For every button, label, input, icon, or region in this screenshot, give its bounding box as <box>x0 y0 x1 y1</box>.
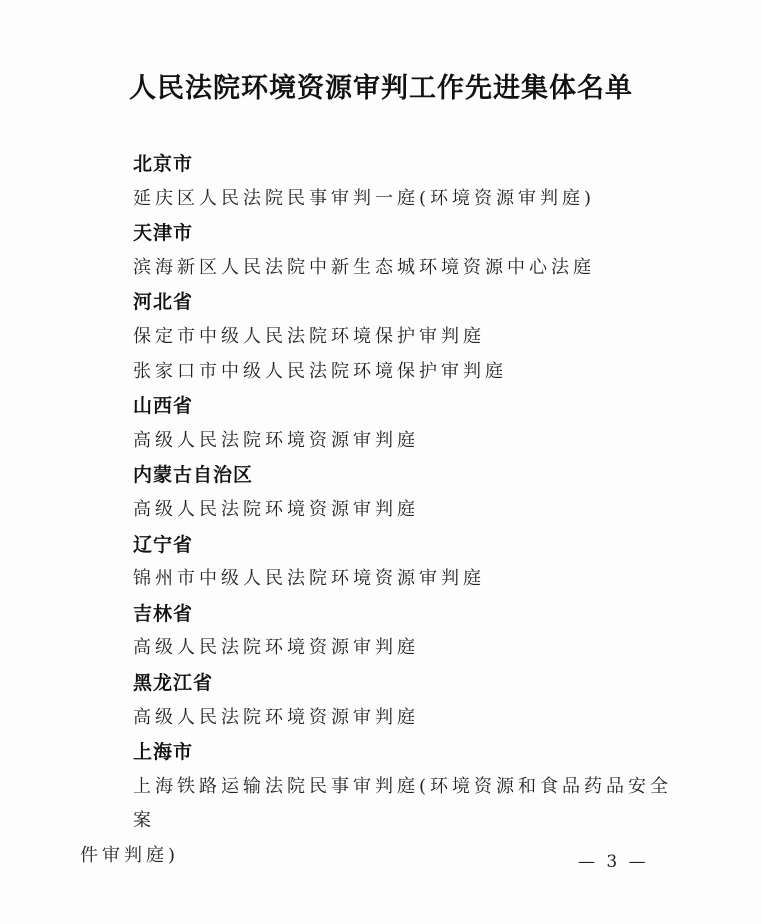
court-name: 张家口市中级人民法院环境保护审判庭 <box>133 360 507 382</box>
court-name: 高级人民法院环境资源审判庭 <box>133 706 419 728</box>
award-list <box>80 147 693 873</box>
region-heading: 山西省 <box>133 395 194 418</box>
court-name: 高级人民法院环境资源审判庭 <box>133 637 419 659</box>
region-heading: 河北省 <box>133 291 194 314</box>
region-heading: 黑龙江省 <box>133 671 214 694</box>
region-heading: 内蒙古自治区 <box>133 464 254 487</box>
court-name: 高级人民法院环境资源审判庭 <box>133 429 419 451</box>
court-name-line-2: 件审判庭) <box>80 844 180 866</box>
court-name: 滨海新区人民法院中新生态城环境资源中心法庭 <box>133 256 595 278</box>
region-heading: 上海市 <box>133 741 194 764</box>
region-heading: 天津市 <box>133 222 194 245</box>
court-name-line-1: 上海铁路运输法院民事审判庭(环境资源和食品药品安全案 <box>133 775 673 832</box>
region-heading: 辽宁省 <box>133 533 194 556</box>
court-name: 保定市中级人民法院环境保护审判庭 <box>133 325 485 347</box>
court-name: 锦州市中级人民法院环境资源审判庭 <box>133 568 485 590</box>
page-number: — 3 — <box>578 852 649 872</box>
court-name: 高级人民法院环境资源审判庭 <box>133 498 419 520</box>
region-heading: 北京市 <box>133 153 194 175</box>
region-heading: 吉林省 <box>133 602 194 625</box>
document-title: 人民法院环境资源审判工作先进集体名单 <box>129 73 633 104</box>
court-name: 延庆区人民法院民事审判一庭(环境资源审判庭) <box>133 187 596 209</box>
